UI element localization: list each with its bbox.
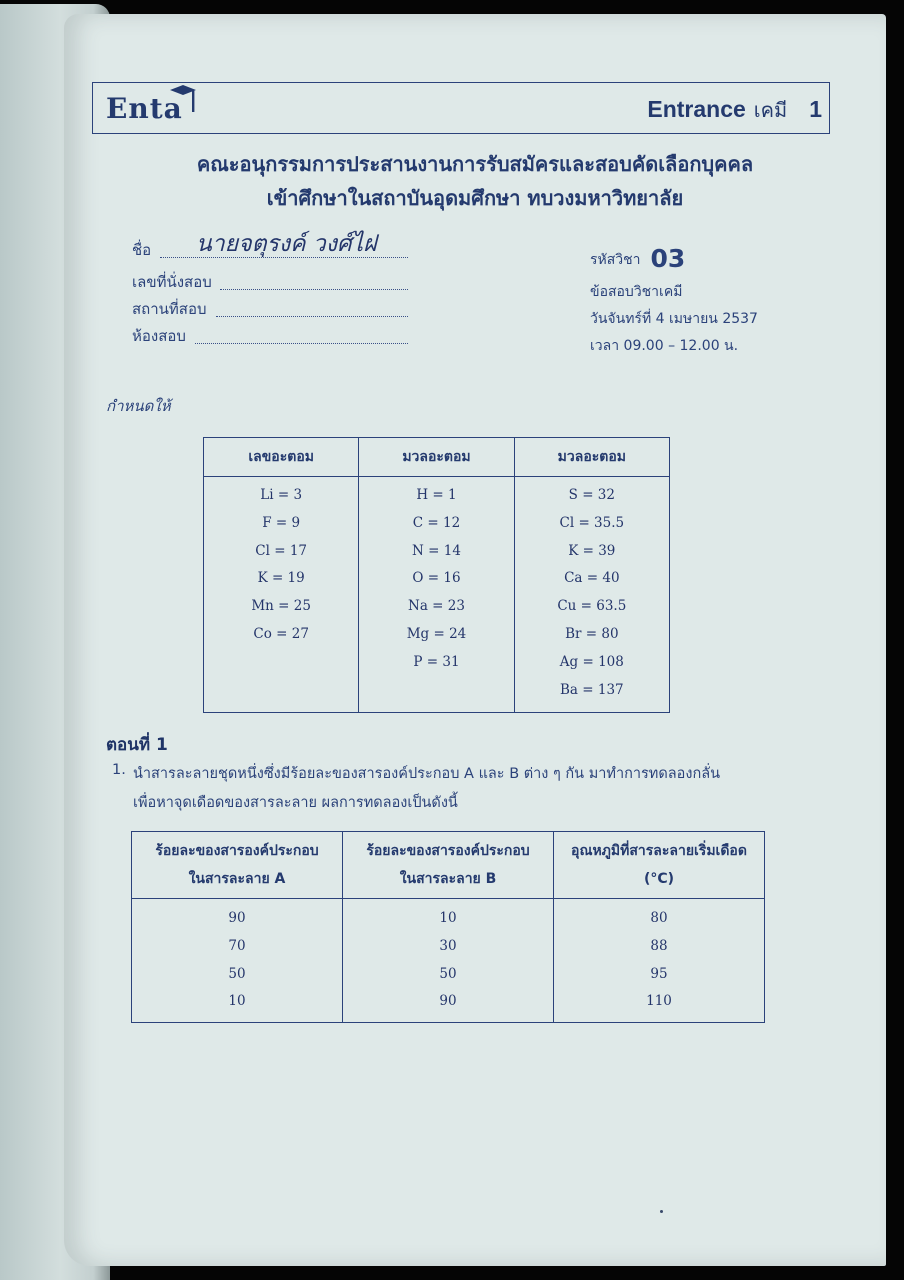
atomic-table-body-row (204, 477, 670, 713)
subject-code (590, 244, 685, 273)
subject-label: เคมี (753, 100, 788, 122)
table-cell: Ag = 108 (559, 653, 624, 670)
header-line: ร้อยละของสารองค์ประกอบ (366, 843, 530, 859)
table-cell: 10 (228, 993, 246, 1010)
boiling-temperature-header (554, 832, 765, 899)
committee-line-1: คณะอนุกรรมการประสานงานการรับสมัครและสอบคัดเลือกบุคคล (196, 152, 754, 176)
header-line: ในสารละลาย A (188, 871, 286, 887)
subject-code-label: รหัสวิชา (590, 252, 641, 268)
atomic-mass-column-1 (359, 477, 514, 713)
results-table-header-row (132, 832, 765, 899)
atomic-mass-header-2: มวลอะตอม (514, 438, 669, 477)
atomic-mass-column-2 (514, 477, 669, 713)
table-cell: O = 16 (412, 570, 461, 587)
exam-time-line: เวลา 09.00 – 12.00 น. (590, 338, 739, 354)
boiling-temperature-column (554, 899, 765, 1023)
table-cell: 95 (650, 965, 668, 982)
percent-b-header (343, 832, 554, 899)
table-cell: Cl = 35.5 (559, 514, 625, 531)
table-cell: Mg = 24 (406, 625, 467, 642)
table-cell: Mn = 25 (251, 598, 311, 615)
table-cell: C = 12 (412, 514, 461, 531)
subject-code-value: 03 (650, 244, 686, 273)
table-cell: 50 (228, 965, 246, 982)
table-cell: 70 (228, 937, 246, 954)
percent-a-header (132, 832, 343, 899)
given-label: กำหนดให้ (106, 397, 171, 415)
table-cell: K = 19 (257, 570, 305, 587)
seat-label: เลขที่นั่งสอบ (132, 273, 212, 291)
exam-date-line: วันจันทร์ที่ 4 เมษายน 2537 (590, 311, 758, 327)
table-cell: 10 (439, 910, 457, 926)
results-table-body-row (132, 899, 765, 1023)
table-cell: P = 31 (413, 653, 460, 670)
atomic-table-header-row (204, 438, 670, 477)
graduation-cap-icon (168, 82, 198, 114)
header-line: ในสารละลาย B (399, 871, 497, 887)
table-cell: Br = 80 (565, 625, 619, 642)
atomic-number-header: เลขอะตอม (204, 438, 359, 477)
header-title (639, 94, 822, 126)
header-line: ร้อยละของสารองค์ประกอบ (155, 843, 319, 859)
table-cell: Ba = 137 (560, 681, 624, 698)
handwritten-name: นายจตุรงค์ วงศ์ไฝ (196, 231, 377, 257)
question-number: 1. (112, 762, 126, 778)
table-cell: 30 (439, 937, 457, 954)
table-cell: N = 14 (412, 542, 461, 559)
table-cell: Cl = 17 (255, 542, 308, 559)
distillation-results-table (131, 831, 765, 1023)
table-cell: 110 (646, 993, 672, 1010)
section-title: ตอนที่ 1 (106, 735, 168, 755)
venue-dotted-line (216, 302, 408, 317)
page-number: 1 (809, 96, 822, 122)
table-cell: F = 9 (262, 514, 301, 531)
seat-dotted-line (220, 275, 408, 290)
entrance-label: Entrance (647, 96, 746, 122)
percent-b-column (343, 899, 554, 1023)
atomic-data-table (203, 437, 670, 713)
table-cell: 90 (228, 910, 246, 926)
room-label: ห้องสอบ (132, 327, 186, 345)
question-text-line-2: เพื่อหาจุดเดือดของสารละลาย ผลการทดลองเป็นดังนี้ (133, 795, 458, 811)
table-cell: Ca = 40 (564, 570, 620, 587)
exam-subject-line: ข้อสอบวิชาเคมี (590, 284, 683, 300)
table-cell: S = 32 (568, 487, 615, 503)
table-cell: Na = 23 (408, 598, 465, 615)
room-dotted-line (195, 329, 408, 344)
atomic-mass-header-1: มวลอะตอม (359, 438, 514, 477)
table-cell: 88 (650, 937, 668, 954)
table-cell: 80 (650, 910, 668, 926)
table-cell: Co = 27 (253, 625, 309, 642)
question-text-line-1: นำสารละลายชุดหนึ่งซึ่งมีร้อยละของสารองค์ประกอบ A และ B ต่าง ๆ กัน มาทำการทดลองกลั่น (133, 766, 721, 782)
table-cell: Li = 3 (260, 487, 303, 503)
percent-a-column (132, 899, 343, 1023)
table-cell: K = 39 (568, 542, 616, 559)
header-line: (°C) (643, 871, 675, 887)
table-cell: Cu = 63.5 (557, 598, 627, 615)
enta-logo: Enta (106, 92, 183, 125)
committee-line-2: เข้าศึกษาในสถาบันอุดมศึกษา ทบวงมหาวิทยาลัย (266, 186, 684, 210)
name-label: ชื่อ (132, 241, 152, 259)
table-cell: 50 (439, 965, 457, 982)
table-cell: 90 (439, 993, 457, 1010)
paper-speck (660, 1210, 663, 1213)
header-line: อุณหภูมิที่สารละลายเริ่มเดือด (571, 843, 747, 859)
atomic-number-column (204, 477, 359, 713)
table-cell: H = 1 (416, 487, 457, 503)
venue-label: สถานที่สอบ (132, 300, 207, 318)
